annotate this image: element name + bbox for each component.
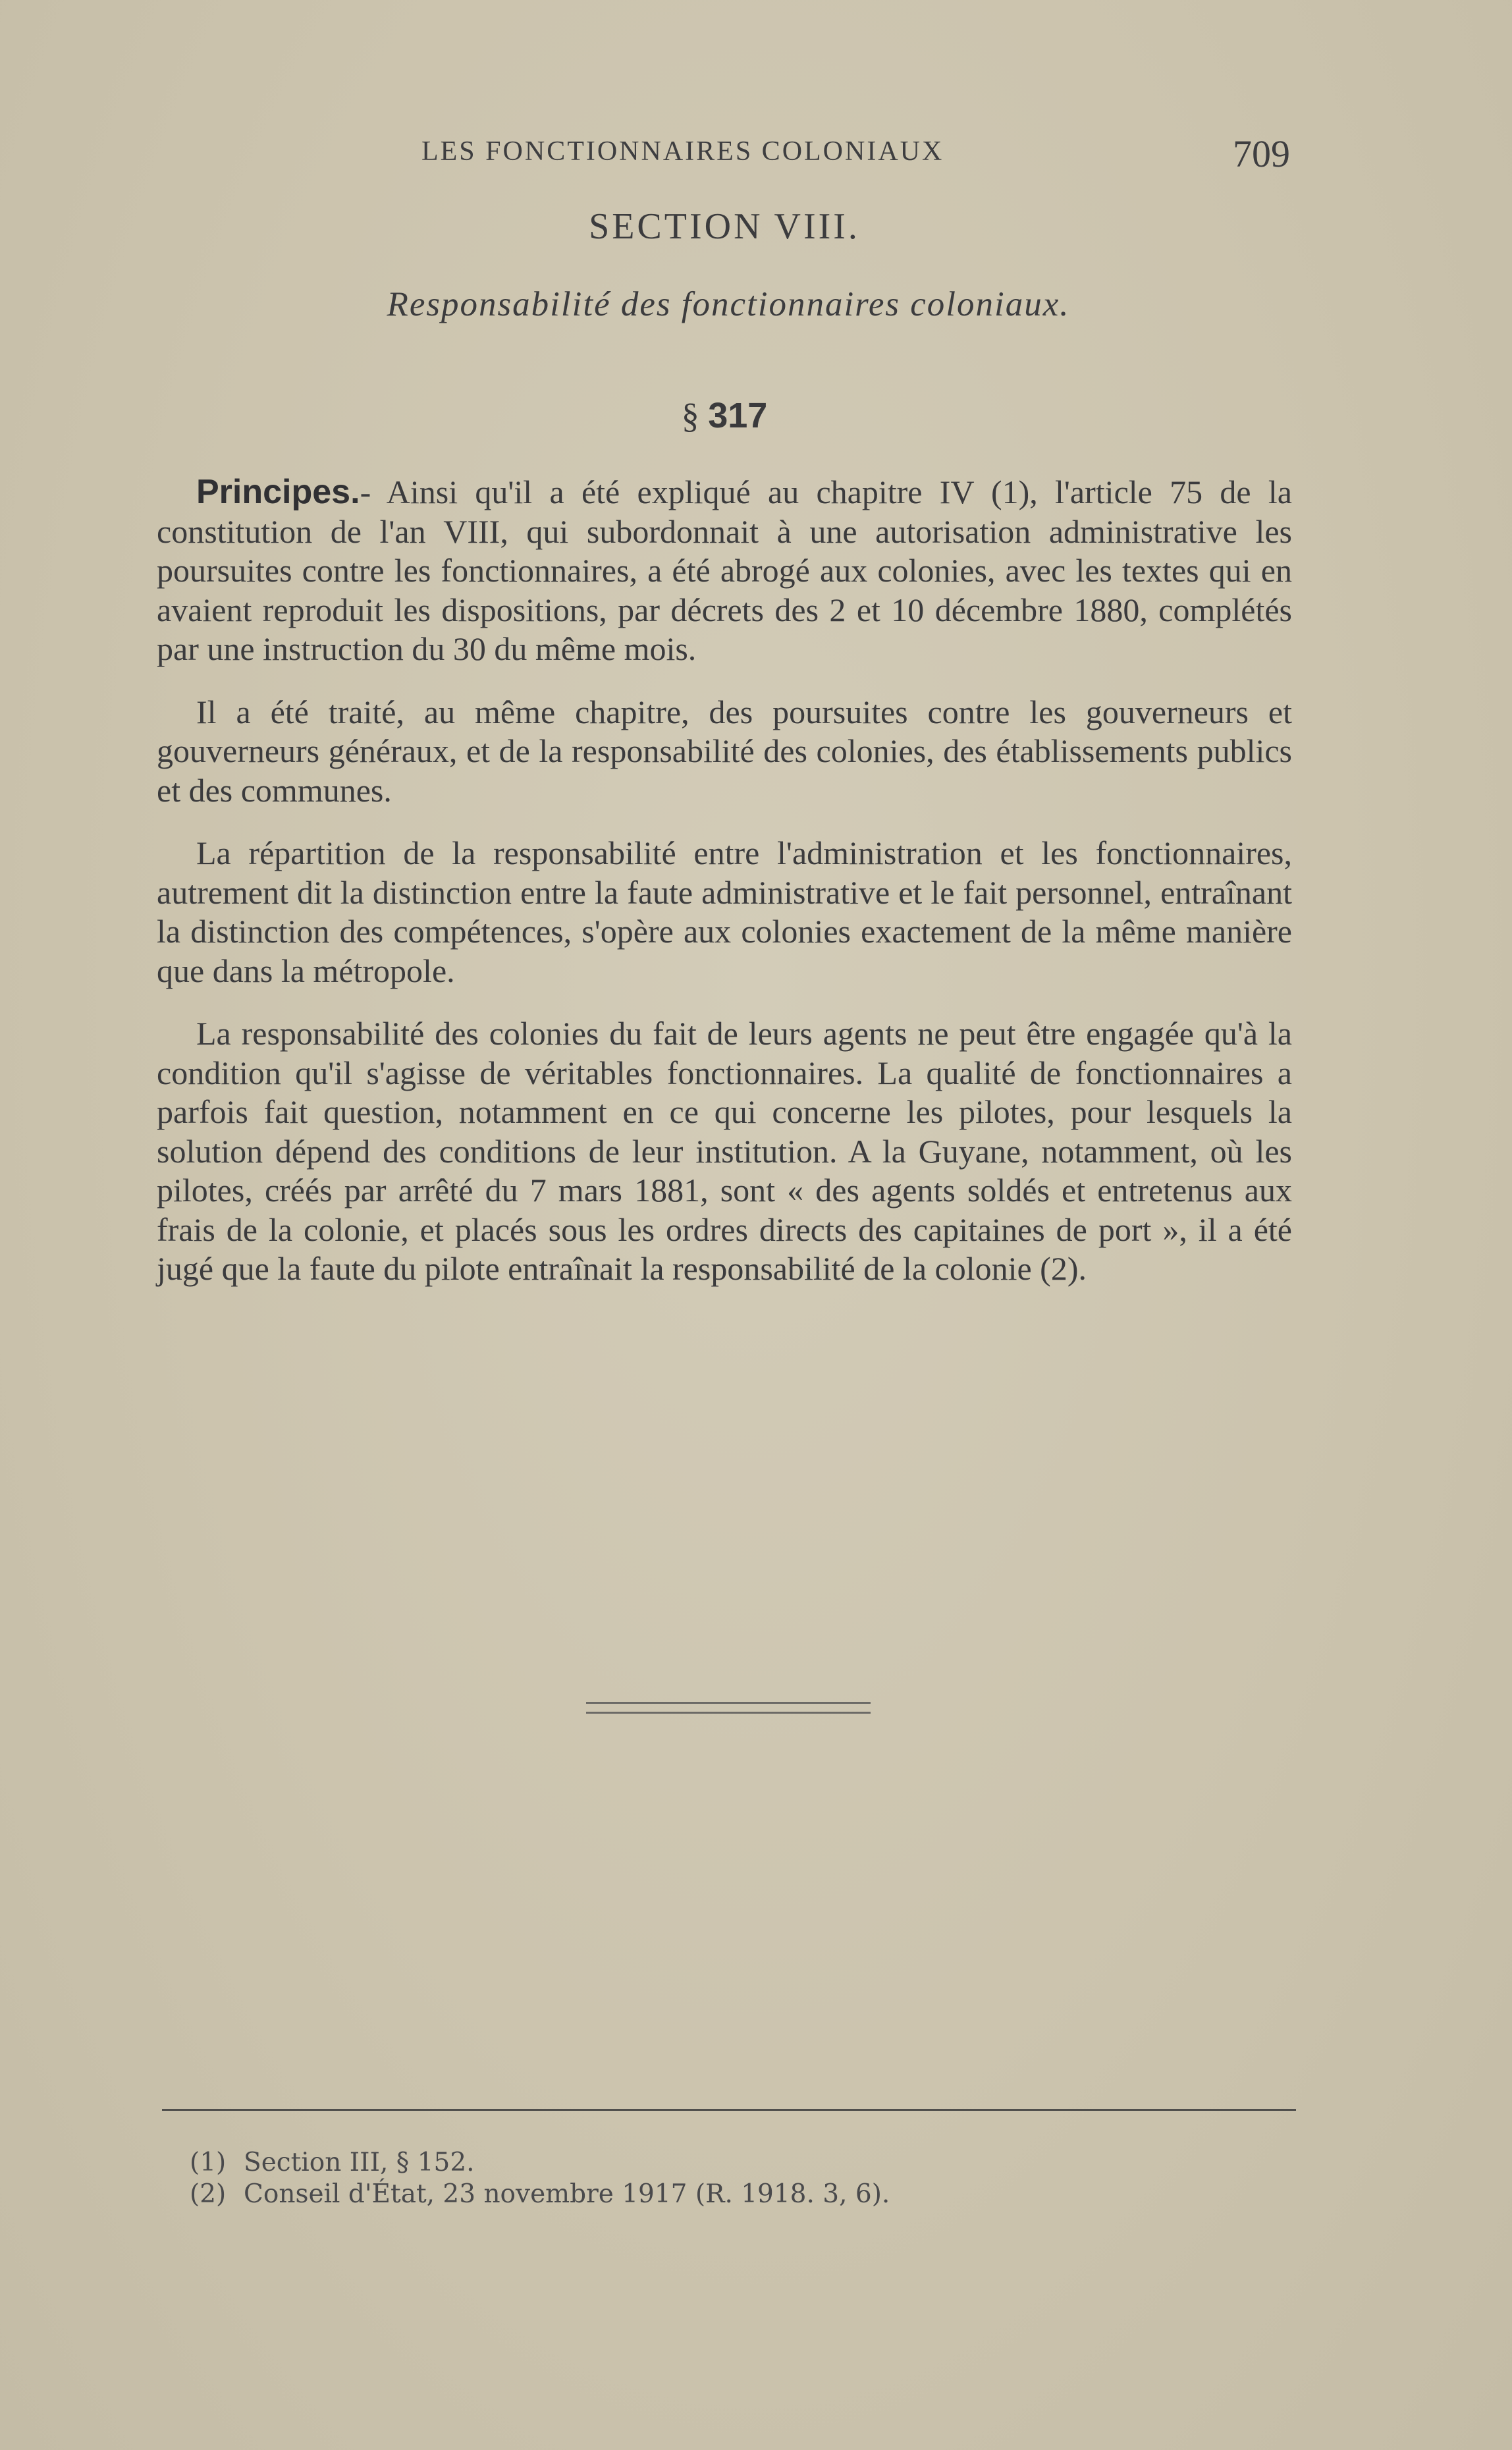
section-sign: § [681,396,699,435]
footnote-text: Section III, § 152. [244,2148,475,2177]
footnote-1 [190,2147,890,2179]
paragraph-text: - Ainsi qu'il a été expliqué au chapitre IV (1), l'article 75 de la constitution de l'an VIII, qui subordonnait à une autorisation administrative les poursuites contre les fonctionnaires, a été abrogé aux colonies, avec les textes qui en avaient reproduit les dispositions, par décrets des 2 et 10 décembre 1880, complétés par une instruction du 30 du même mois. [157,474,1292,667]
double-rule-ornament [586,1702,871,1714]
paragraph-lead: Principes. [196,473,360,511]
footnote-marker: (1) [190,2148,227,2177]
paragraph-2: Il a été traité, au même chapitre, des poursuites contre les gouverneurs et gouverneurs généraux, et de la responsabilité des colonies, des établissements publics et des communes. [157,693,1292,809]
paragraph-3: La répartition de la responsabilité entre l'administration et les fonctionnaires, autrement dit la distinction entre la faute administrative et le fait personnel, entraînant la distinction des compétences, s'opère aux colonies exactement de la même manière que dans la métropole. [157,834,1292,989]
paragraph-4: La responsabilité des colonies du fait de leurs agents ne peut être engagée qu'à la condition qu'il s'agisse de véritables fonctionnaires. La qualité de fonctionnaires a parfois fait question, notamment en ce qui concerne les pilotes, pour lesquels la solution dépend des conditions de leur institution. A la Guyane, notamment, où les pilotes, créés par arrêté du 7 mars 1881, sont « des agents soldés et entretenus aux frais de la colonie, et placés sous les ordres directs des capitaines de port », il a été jugé que la faute du pilote entraînait la responsabilité de la colonie (2). [157,1015,1292,1287]
section-title: SECTION VIII. [589,206,860,247]
body-text [157,473,1292,1313]
footnotes [190,2147,890,2210]
footnote-marker: (2) [190,2179,227,2209]
paragraph-number-value: 317 [708,396,768,435]
page-number: 709 [1233,132,1290,175]
paragraph-number [0,395,1449,436]
footnote-text: Conseil d'État, 23 novembre 1917 (R. 1918. 3, 6). [244,2179,890,2209]
footnote-2 [190,2179,890,2210]
paragraph-1 [157,473,1292,669]
footnote-divider [162,2109,1296,2111]
running-head: LES FONCTIONNAIRES COLONIAUX [421,136,944,167]
section-subtitle: Responsabilité des fonctionnaires coloniaux. [387,285,1070,323]
